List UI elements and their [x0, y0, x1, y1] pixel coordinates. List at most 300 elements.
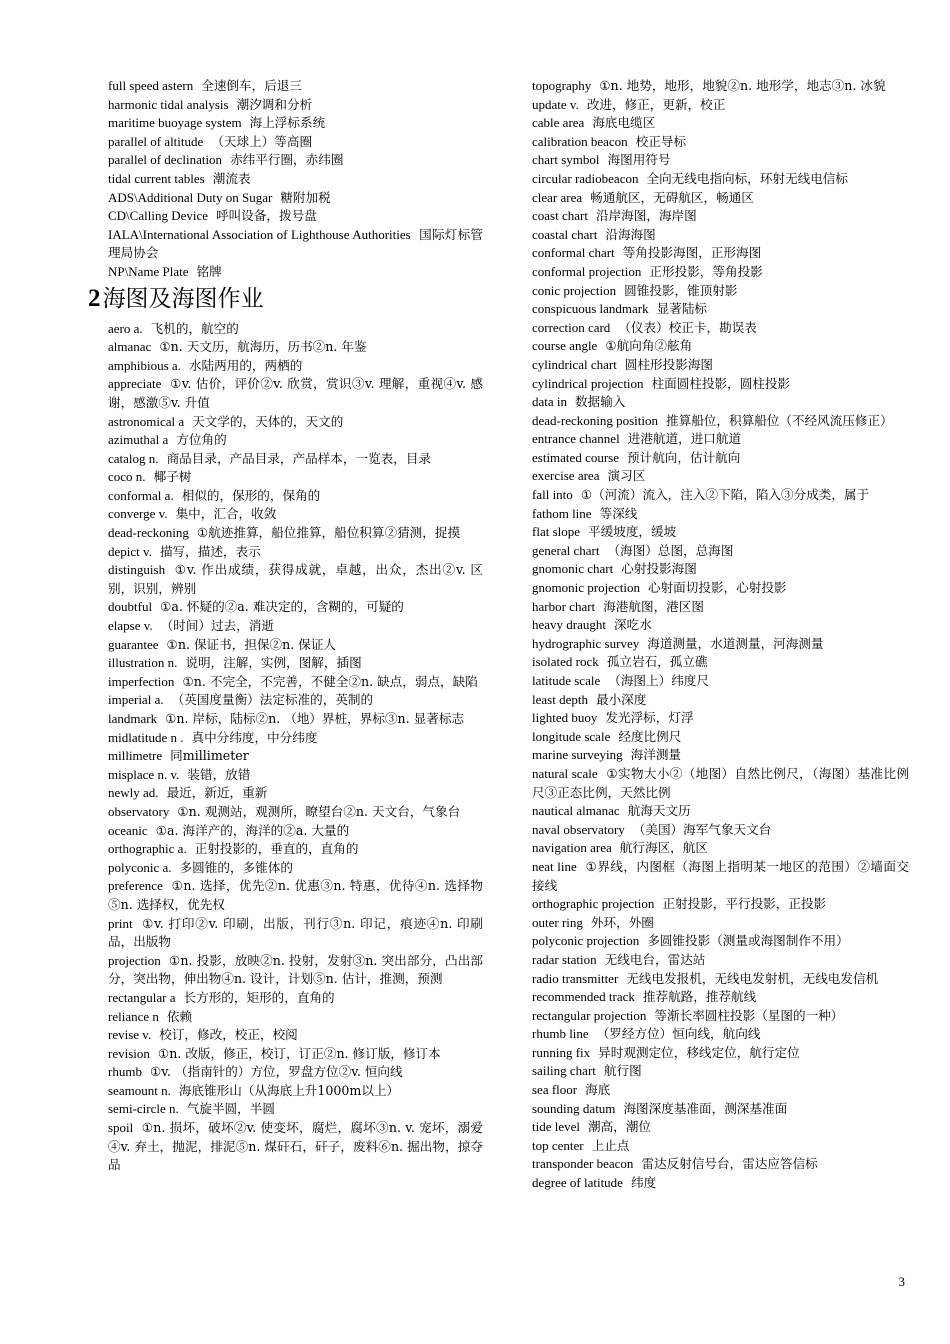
glossary-entry — [108, 320, 483, 339]
glossary-entry — [532, 505, 909, 524]
entry-definition: ①n. 损坏，破坏②v. 使变坏，腐烂，腐坏③n. v. 宠坏，溺爱④v. 弃土，抛泥，排泥⑤n. 煤矸石，矸子，废料⑥n. 掘出物，掠夺品 — [108, 1120, 483, 1173]
glossary-entry — [108, 357, 483, 376]
entry-definition: ①n. 改版，修正，校订，订正②n. 修订版，修订本 — [157, 1045, 441, 1061]
entry-definition: （仪表）校正卡，勘误表 — [618, 319, 757, 335]
entry-definition: 集中，汇合，收敛 — [175, 506, 277, 522]
entry-term: projection — [108, 952, 161, 968]
glossary-entry — [108, 487, 483, 506]
glossary-entry — [108, 766, 483, 785]
entry-term: parallel of declination — [108, 152, 223, 168]
entry-term: conspicuous landmark — [532, 301, 649, 317]
entry-definition: 心射投影海图 — [621, 561, 697, 577]
entry-definition: 改进，修正，更新，校正 — [586, 96, 726, 112]
entry-list-right — [532, 77, 909, 1193]
entry-definition: ①（河流）流入，注入②下陷，陷入③分成类，属于 — [580, 487, 870, 503]
glossary-entry — [108, 263, 483, 282]
entry-definition: 相似的，保形的，保角的 — [181, 487, 321, 503]
entry-term: spoil — [108, 1120, 134, 1136]
entry-term: seamount n. — [108, 1082, 171, 1098]
entry-definition: 椰子树 — [153, 469, 192, 485]
entry-term: chart symbol — [532, 152, 600, 168]
entry-definition: ①n. 天文历，航海历，历书②n. 年鉴 — [159, 339, 367, 355]
entry-term: newly ad. — [108, 785, 159, 801]
glossary-entry — [108, 375, 483, 412]
glossary-entry — [532, 151, 909, 170]
entry-definition: 海上浮标系统 — [249, 115, 326, 131]
entry-definition: 雷达反射信号台，雷达应答信标 — [641, 1156, 818, 1172]
entry-term: conic projection — [532, 282, 617, 298]
entry-definition: 沿岸海图，海岸图 — [595, 208, 697, 224]
glossary-entry — [108, 226, 483, 263]
entry-definition: ①v. 打印②v. 印刷，出版，刊行③n. 印记，痕迹④n. 印刷品，出版物 — [108, 915, 483, 950]
entry-term: reliance n — [108, 1008, 159, 1024]
glossary-entry — [532, 375, 909, 394]
glossary-entry — [532, 170, 909, 189]
glossary-entry — [532, 1007, 909, 1026]
glossary-entry — [532, 393, 909, 412]
entry-term: ADS\Additional Duty on Sugar — [108, 189, 273, 205]
entry-term: outer ring — [532, 914, 583, 930]
glossary-entry — [108, 543, 483, 562]
entry-term: imperfection — [108, 673, 175, 689]
glossary-entry — [532, 263, 909, 282]
entry-definition: ①n. 地势，地形，地貌②n. 地形学，地志③n. 冰貌 — [599, 78, 886, 93]
glossary-entry — [532, 542, 909, 561]
entry-term: running fix — [532, 1044, 591, 1060]
glossary-entry — [108, 561, 483, 598]
entry-term: calibration beacon — [532, 133, 628, 149]
glossary-entry — [532, 728, 909, 747]
glossary-entry — [108, 207, 483, 226]
glossary-entry — [108, 617, 483, 636]
entry-definition: ①n. 保证书，担保②n. 保证人 — [166, 636, 337, 652]
glossary-entry — [532, 114, 909, 133]
glossary-entry — [108, 1063, 483, 1082]
glossary-entry — [532, 1174, 909, 1193]
entry-definition: 全速倒车，后退三 — [201, 78, 302, 93]
glossary-entry — [108, 77, 483, 96]
glossary-entry — [532, 300, 909, 319]
glossary-entry — [108, 413, 483, 432]
entry-term: rectangular projection — [532, 1007, 647, 1023]
entry-term: lighted buoy — [532, 710, 598, 726]
entry-term: correction card — [532, 319, 611, 335]
glossary-entry — [532, 96, 909, 115]
glossary-entry — [532, 598, 909, 617]
glossary-entry — [532, 858, 909, 895]
entry-definition: 校正导标 — [635, 133, 687, 149]
glossary-entry — [108, 133, 483, 152]
entry-term: conformal projection — [532, 263, 642, 279]
glossary-entry — [532, 1137, 909, 1156]
glossary-entry — [108, 877, 483, 914]
entry-term: oceanic — [108, 822, 148, 838]
entry-term: IALA\International Association of Lighthouse Authorities — [108, 226, 411, 242]
entry-term: coastal chart — [532, 226, 598, 242]
entry-term: almanac — [108, 339, 152, 355]
entry-term: transponder beacon — [532, 1156, 634, 1172]
entry-definition: ①v. 估价，评价②v. 欣赏，赏识③v. 理解，重视④v. 感谢，感激⑤v. 升值 — [108, 376, 483, 410]
entry-definition: 全向无线电指向标，环射无线电信标 — [646, 170, 848, 186]
glossary-entry — [532, 1155, 909, 1174]
entry-term: sounding datum — [532, 1100, 616, 1116]
entry-definition: 商品目录，产品目录，产品样本，一览表，目录 — [166, 450, 432, 466]
entry-term: depict v. — [108, 543, 152, 559]
entry-definition: 潮高，潮位 — [588, 1119, 651, 1135]
entry-term: sea floor — [532, 1082, 578, 1098]
glossary-entry — [532, 1100, 909, 1119]
section-number: 2 — [88, 284, 101, 312]
entry-term: isolated rock — [532, 654, 599, 670]
glossary-entry — [108, 338, 483, 357]
entry-term: semi-circle n. — [108, 1101, 179, 1117]
entry-definition: 海图用符号 — [607, 152, 671, 168]
entry-definition: （时间）过去，消逝 — [160, 618, 274, 634]
entry-definition: 多圆锥投影（测量或海图制作不用） — [647, 933, 849, 949]
entry-definition: 海图深度基准面，测深基准面 — [623, 1100, 788, 1116]
entry-definition: ①n. 岸标，陆标②n. （地）界桩，界标③n. 显著标志 — [165, 711, 465, 726]
glossary-entry — [532, 635, 909, 654]
glossary-entry — [532, 1081, 909, 1100]
entry-definition: 铭牌 — [196, 263, 222, 279]
glossary-entry — [532, 356, 909, 375]
glossary-entry — [532, 653, 909, 672]
section-title: 海图及海图作业 — [102, 285, 264, 312]
entry-definition: 显著陆标 — [656, 301, 708, 317]
entry-term: landmark — [108, 711, 158, 726]
glossary-entry — [108, 859, 483, 878]
entry-term: course angle — [532, 338, 598, 354]
entry-definition: 海洋测量 — [630, 747, 682, 763]
entry-term: neat line — [532, 858, 577, 874]
entry-term: full speed astern — [108, 78, 194, 93]
entry-definition: 海港航图，港区图 — [603, 598, 704, 614]
entry-term: exercise area — [532, 468, 600, 484]
glossary-entry — [108, 1100, 483, 1119]
entry-term: amphibious a. — [108, 357, 181, 373]
glossary-entry — [108, 636, 483, 655]
entry-term: polyconic a. — [108, 859, 172, 875]
entry-term: update v. — [532, 96, 579, 112]
entry-term: observatory — [108, 803, 170, 819]
entry-term: fall into — [532, 487, 573, 503]
glossary-entry — [532, 337, 909, 356]
glossary-entry — [532, 77, 909, 96]
entry-term: elapse v. — [108, 618, 153, 634]
entry-definition: （海图上）纬度尺 — [608, 673, 709, 688]
entry-definition: 柱面圆柱投影，圆柱投影 — [651, 375, 791, 391]
entry-definition: 无线电台，雷达站 — [604, 951, 706, 967]
entry-definition: ①n. 选择，优先②n. 优惠③n. 特惠，优待④n. 选择物⑤n. 选择权，优先权 — [108, 878, 483, 912]
glossary-entry — [532, 932, 909, 951]
entry-definition: 孤立岩石，孤立礁 — [606, 654, 708, 670]
entry-definition: 畅通航区，无碍航区，畅通区 — [590, 189, 754, 205]
entry-definition: 外环，外圈 — [590, 914, 654, 930]
glossary-entry — [108, 1082, 483, 1101]
entry-term: data in — [532, 394, 568, 410]
glossary-entry — [108, 691, 483, 710]
glossary-entry — [532, 319, 909, 338]
entry-definition: 装错，放错 — [187, 766, 251, 782]
entry-term: print — [108, 915, 133, 931]
entry-definition: ①航迹推算，船位推算，船位积算②猜测，捉摸 — [196, 525, 461, 541]
entry-definition: ①v. （指南针的）方位，罗盘方位②v. 恒向线 — [149, 1064, 403, 1080]
entry-term: dead-reckoning — [108, 525, 189, 541]
entry-definition: 数据输入 — [575, 394, 626, 410]
entry-definition: 描写，描述，表示 — [159, 543, 261, 559]
entry-term: clear area — [532, 189, 583, 205]
entry-definition: 预计航向，估计航向 — [627, 449, 741, 465]
glossary-entry — [532, 1044, 909, 1063]
entry-definition: 依赖 — [166, 1008, 193, 1024]
entry-definition: 进港航道，进口航道 — [627, 431, 742, 447]
entry-term: millimetre — [108, 748, 163, 764]
entry-term: sailing chart — [532, 1063, 596, 1079]
entry-term: aero a. — [108, 320, 143, 336]
section-heading — [88, 284, 483, 314]
entry-definition: 赤纬平行圈，赤纬圈 — [230, 152, 344, 168]
entry-term: longitude scale — [532, 728, 611, 744]
entry-term: doubtful — [108, 599, 153, 615]
glossary-entry — [532, 523, 909, 542]
glossary-entry — [532, 1062, 909, 1081]
glossary-entry — [532, 709, 909, 728]
entry-term: revise v. — [108, 1027, 152, 1043]
entry-term: illustration n. — [108, 655, 178, 671]
glossary-entry — [532, 616, 909, 635]
entry-term: distinguish — [108, 562, 166, 578]
entry-term: naval observatory — [532, 821, 625, 837]
entry-term: maritime buoyage system — [108, 115, 242, 131]
glossary-entry — [108, 803, 483, 822]
glossary-entry — [532, 486, 909, 505]
glossary-entry — [108, 1045, 483, 1064]
glossary-entry — [108, 450, 483, 469]
entry-term: least depth — [532, 691, 588, 707]
entry-definition: 航行图 — [603, 1063, 642, 1079]
entry-list-bottom — [108, 320, 483, 1175]
glossary-entry — [108, 468, 483, 487]
glossary-entry — [532, 765, 909, 802]
entry-term: flat slope — [532, 524, 581, 540]
entry-definition: 潮流表 — [212, 170, 251, 186]
entry-term: coco n. — [108, 469, 146, 485]
entry-definition: （罗经方位）恒向线，航向线 — [596, 1026, 761, 1042]
entry-definition: 圆柱形投影海图 — [624, 356, 713, 372]
glossary-entry — [532, 691, 909, 710]
entry-term: conformal a. — [108, 487, 174, 503]
entry-term: nautical almanac — [532, 803, 620, 819]
entry-definition: ①航向角②舷角 — [605, 338, 693, 354]
glossary-entry — [532, 133, 909, 152]
entry-term: azimuthal a — [108, 432, 169, 448]
entry-term: rhumb line — [532, 1026, 589, 1042]
entry-definition: 等渐长率圆柱投影（星图的一种） — [654, 1007, 844, 1023]
entry-definition: ①界线，内图框（海图上指明某一地区的范围）②墙面交接线 — [532, 858, 909, 893]
entry-definition: 海底电缆区 — [592, 115, 656, 131]
entry-term: midlatitude n . — [108, 729, 184, 745]
glossary-entry — [532, 467, 909, 486]
entry-definition: ①n. 投影，放映②n. 投射，发射③n. 突出部分，凸出部分，突出物，伸出物④n. 设计，计划⑤n. 估计，推测，预测 — [108, 952, 483, 987]
entry-definition: 等角投影海图，正形海图 — [622, 245, 762, 261]
entry-definition: （海图）总图，总海图 — [607, 542, 734, 558]
glossary-entry — [532, 895, 909, 914]
glossary-entry — [532, 244, 909, 263]
entry-term: entrance channel — [532, 431, 620, 447]
entry-definition: ①a. 海洋产的，海洋的②a. 大量的 — [155, 822, 350, 838]
glossary-entry — [532, 988, 909, 1007]
entry-definition: 气旋半圆，半圆 — [186, 1101, 275, 1117]
entry-definition: 无线电发报机，无线电发射机，无线电发信机 — [626, 970, 879, 986]
entry-term: guarantee — [108, 636, 159, 652]
glossary-entry — [108, 114, 483, 133]
entry-definition: ①实物大小②（地图）自然比例尺，（海图）基准比例尺③正态比例，天然比例 — [532, 765, 909, 800]
glossary-entry — [532, 839, 909, 858]
entry-term: latitude scale — [532, 673, 601, 688]
entry-term: misplace n. v. — [108, 766, 180, 782]
glossary-entry — [532, 821, 909, 840]
entry-definition: 正形投影，等角投影 — [649, 263, 763, 279]
entry-definition: 最小深度 — [595, 691, 647, 707]
glossary-entry — [108, 747, 483, 766]
entry-term: dead-reckoning position — [532, 412, 658, 428]
glossary-entry — [532, 189, 909, 208]
entry-definition: 心射面切投影，心射投影 — [647, 580, 787, 596]
entry-definition: 演习区 — [607, 468, 646, 484]
glossary-entry — [532, 1025, 909, 1044]
entry-term: radar station — [532, 951, 597, 967]
entry-term: cable area — [532, 115, 585, 131]
entry-definition: 长方形的，矩形的，直角的 — [183, 989, 335, 1005]
glossary-entry — [108, 1026, 483, 1045]
entry-term: tidal current tables — [108, 170, 205, 186]
glossary-entry — [108, 840, 483, 859]
entry-definition: 说明，注解，实例，图解，插图 — [185, 655, 362, 671]
entry-definition: 航行海区，航区 — [619, 840, 708, 856]
glossary-entry — [108, 96, 483, 115]
entry-term: catalog n. — [108, 450, 159, 466]
glossary-entry — [532, 449, 909, 468]
glossary-entry — [108, 431, 483, 450]
entry-definition: 纬度 — [630, 1175, 657, 1191]
entry-term: cylindrical projection — [532, 375, 644, 391]
glossary-entry — [108, 729, 483, 748]
glossary-entry — [532, 282, 909, 301]
glossary-entry — [108, 952, 483, 989]
entry-term: parallel of altitude — [108, 133, 204, 149]
entry-term: heavy draught — [532, 617, 607, 633]
glossary-entry — [532, 226, 909, 245]
entry-term: general chart — [532, 542, 600, 558]
entry-term: preference — [108, 878, 163, 894]
entry-term: orthographic a. — [108, 841, 187, 857]
entry-term: astronomical a — [108, 413, 185, 429]
glossary-entry — [532, 430, 909, 449]
entry-term: tide level — [532, 1119, 581, 1135]
entry-term: gnomonic chart — [532, 561, 614, 577]
glossary-entry — [108, 784, 483, 803]
entry-term: degree of latitude — [532, 1175, 623, 1191]
entry-term: marine surveying — [532, 747, 623, 763]
entry-term: revision — [108, 1045, 150, 1061]
entry-term: cylindrical chart — [532, 356, 617, 372]
entry-definition: 平缓坡度，缓坡 — [588, 524, 677, 540]
entry-definition: 海道测量，水道测量，河海测量 — [647, 635, 824, 651]
entry-term: conformal chart — [532, 245, 615, 261]
entry-term: top center — [532, 1137, 584, 1153]
entry-definition: 沿海海图 — [605, 226, 656, 242]
glossary-entry — [532, 970, 909, 989]
entry-definition: 同millimeter — [170, 748, 249, 764]
entry-definition: 天文学的，天体的，天文的 — [192, 413, 344, 429]
entry-definition: 上止点 — [591, 1137, 630, 1153]
entry-definition: 等深线 — [599, 505, 638, 521]
entry-definition: 方位角的 — [176, 432, 227, 448]
glossary-entry — [108, 654, 483, 673]
entry-term: fathom line — [532, 505, 592, 521]
right-column — [532, 77, 909, 1193]
glossary-entry — [532, 951, 909, 970]
entry-definition: ①a. 怀疑的②a. 难决定的，含糊的，可疑的 — [160, 599, 404, 615]
entry-definition: ①n. 不完全，不完善，不健全②n. 缺点，弱点，缺陷 — [182, 673, 478, 689]
entry-term: estimated course — [532, 449, 619, 465]
entry-definition: 推荐航路，推荐航线 — [642, 989, 757, 1005]
entry-definition: 呼叫设备，拨号盘 — [216, 208, 317, 224]
entry-term: appreciate — [108, 376, 162, 392]
entry-definition: 异时观测定位，移线定位，航行定位 — [598, 1044, 800, 1060]
entry-definition: 正射投影，平行投影，正投影 — [662, 896, 827, 912]
entry-definition: 糖附加税 — [280, 189, 331, 205]
entry-definition: ①v. 作出成绩，获得成就，卓越，出众，杰出②v. 区别，识别，辨别 — [108, 562, 483, 596]
glossary-entry — [532, 914, 909, 933]
glossary-entry — [108, 710, 483, 729]
glossary-entry — [108, 189, 483, 208]
glossary-entry — [532, 412, 909, 431]
glossary-entry — [108, 1119, 483, 1175]
entry-term: radio transmitter — [532, 970, 619, 986]
entry-definition: 正射投影的，垂直的，直角的 — [194, 841, 359, 857]
entry-definition: 推算船位，积算船位（不经风流压修正） — [666, 412, 893, 428]
glossary-entry — [108, 1008, 483, 1027]
entry-term: hydrographic survey — [532, 635, 640, 651]
entry-definition: 经度比例尺 — [618, 728, 682, 744]
entry-term: CD\Calling Device — [108, 208, 209, 224]
glossary-entry — [532, 207, 909, 226]
entry-definition: 发光浮标，灯浮 — [605, 710, 694, 726]
entry-term: converge v. — [108, 506, 168, 522]
entry-term: imperial a. — [108, 692, 164, 708]
page-number: 3 — [898, 1274, 905, 1289]
glossary-entry — [108, 822, 483, 841]
glossary-entry — [108, 673, 483, 692]
glossary-entry — [532, 579, 909, 598]
entry-term: NP\Name Plate — [108, 263, 189, 279]
entry-definition: （天球上）等高圈 — [211, 133, 313, 149]
entry-definition: 最近，新近，重新 — [166, 785, 268, 801]
glossary-entry — [532, 746, 909, 765]
entry-definition: 海底 — [585, 1082, 611, 1098]
entry-term: gnomonic projection — [532, 580, 640, 596]
glossary-entry — [108, 505, 483, 524]
entry-term: circular radiobeacon — [532, 170, 639, 186]
entry-definition: 水陆两用的，两栖的 — [188, 357, 303, 373]
entry-term: rectangular a — [108, 989, 176, 1005]
entry-term: harbor chart — [532, 598, 596, 614]
entry-definition: 多圆锥的，多锥体的 — [179, 859, 293, 875]
left-column — [88, 77, 484, 1175]
entry-definition: 潮汐调和分析 — [236, 96, 313, 112]
glossary-entry — [108, 989, 483, 1008]
